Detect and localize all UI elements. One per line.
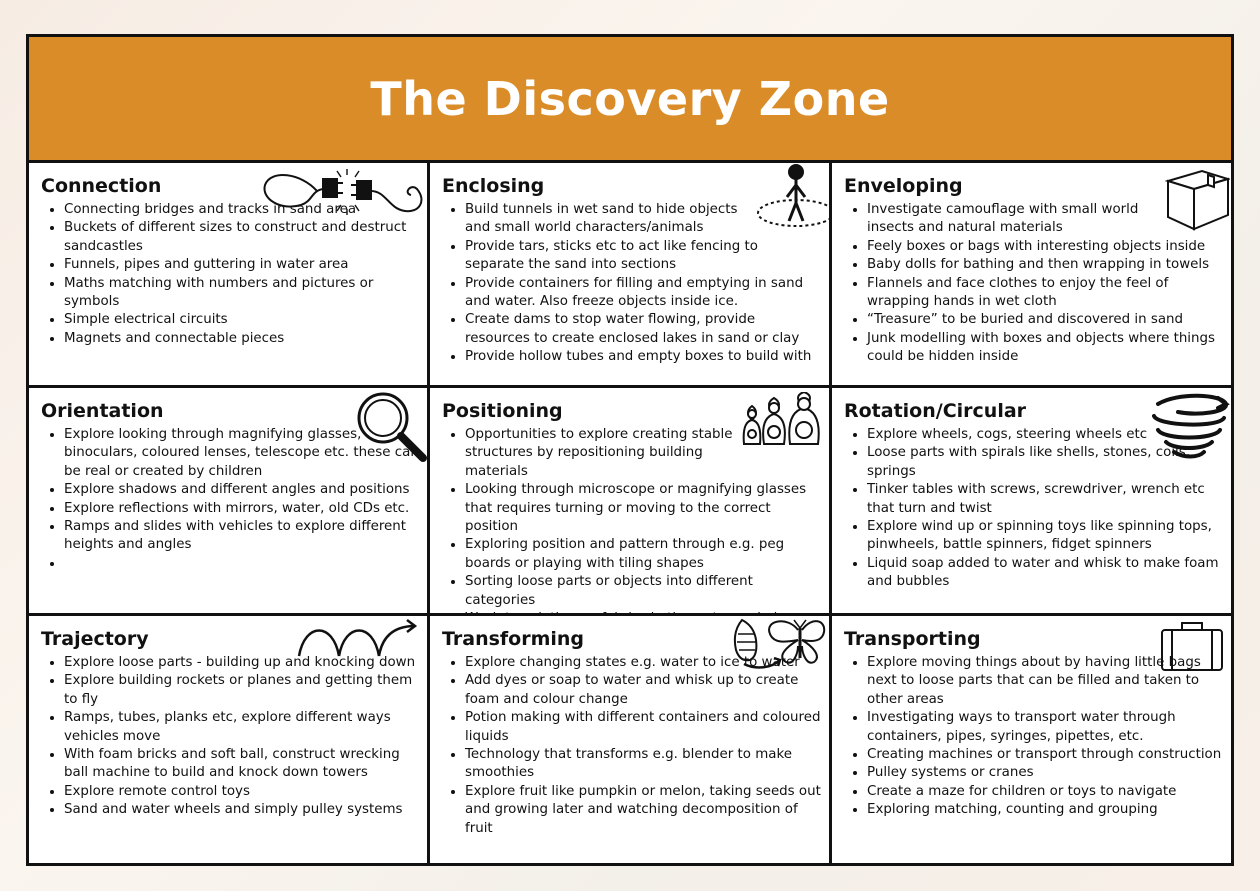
- section-heading: Orientation: [41, 400, 164, 422]
- list-item: • Explore remote control toys: [64, 783, 419, 801]
- section-heading: Positioning: [442, 400, 563, 422]
- activity-list: [844, 426, 1223, 592]
- list-item: • Liquid soap added to water and whisk to make foam and bubbles: [867, 555, 1223, 592]
- list-item: • Technology that transforms e.g. blender to make smoothies: [465, 746, 821, 783]
- list-item: • Baby dolls for bathing and then wrapping in towels: [867, 256, 1223, 274]
- list-item: • With foam bricks and soft ball, construct wrecking ball machine to build and knock down towers: [64, 746, 419, 783]
- section-heading: Rotation/Circular: [844, 400, 1027, 422]
- list-item: • Explore wheels, cogs, steering wheels etc: [867, 426, 1223, 444]
- section-heading: Transforming: [442, 628, 585, 650]
- list-item: • Provide tars, sticks etc to act like fencing to separate the sand into sections: [465, 238, 821, 275]
- list-item: • “Treasure” to be buried and discovered in sand: [867, 311, 1223, 329]
- list-item: • Explore changing states e.g. water to ice to water: [465, 654, 821, 672]
- list-item: • Explore moving things about by having little bags next to loose parts that can be filled and taken to other areas: [867, 654, 1223, 709]
- list-item: • Explore building rockets or planes and getting them to fly: [64, 672, 419, 709]
- activity-list: [41, 654, 419, 820]
- section-heading: Transporting: [844, 628, 981, 650]
- list-item: • Simple electrical circuits: [64, 311, 419, 329]
- list-item: • Exploring position and pattern through e.g. peg boards or playing with tiling shapes: [465, 536, 821, 573]
- discovery-zone-board: [26, 34, 1234, 866]
- list-item: • Create a maze for children or toys to navigate: [867, 783, 1223, 801]
- list-item: • Connecting bridges and tracks in sand area: [64, 201, 419, 219]
- title-banner: [29, 37, 1231, 163]
- list-item: • Ramps and slides with vehicles to explore different heights and angles: [64, 518, 419, 555]
- section-heading: Enclosing: [442, 175, 545, 197]
- list-item: • Buckets of different sizes to construct and destruct sandcastles: [64, 219, 419, 256]
- section-heading: Trajectory: [41, 628, 149, 650]
- list-item: • Sorting loose parts or objects into different categories: [465, 573, 821, 610]
- list-item: • Potion making with different containers and coloured liquids: [465, 709, 821, 746]
- activity-list: [844, 654, 1223, 820]
- list-item: [64, 555, 419, 573]
- section-enveloping: [832, 163, 1231, 388]
- list-item: • Explore fruit like pumpkin or melon, taking seeds out and growing later and watching decomposition of fruit: [465, 783, 821, 838]
- list-item: • Loose parts with spirals like shells, stones, coils, springs: [867, 444, 1223, 481]
- section-orientation: [29, 388, 430, 616]
- list-item: • Explore shadows and different angles and positions: [64, 481, 419, 499]
- activity-list: [442, 426, 821, 616]
- section-heading: Enveloping: [844, 175, 963, 197]
- list-item: • Creating machines or transport through construction: [867, 746, 1223, 764]
- section-rotation-circular: [832, 388, 1231, 616]
- list-item: • Provide containers for filling and emptying in sand and water. Also freeze objects inside ice.: [465, 275, 821, 312]
- list-item: • Add dyes or soap to water and whisk up to create foam and colour change: [465, 672, 821, 709]
- list-item: • Provide hollow tubes and empty boxes to build with: [465, 348, 821, 366]
- list-item: • Sand and water wheels and simply pulley systems: [64, 801, 419, 819]
- list-item: • Investigating ways to transport water through containers, pipes, syringes, pipettes, etc.: [867, 709, 1223, 746]
- list-item: • Junk modelling with boxes and objects where things could be hidden inside: [867, 330, 1223, 367]
- section-trajectory: [29, 616, 430, 863]
- page-title: The Discovery Zone: [370, 71, 890, 126]
- list-item: • Exploring matching, counting and grouping: [867, 801, 1223, 819]
- list-item: • Create dams to stop water flowing, provide resources to create enclosed lakes in sand or clay: [465, 311, 821, 348]
- list-item: • Maths matching with numbers and pictures or symbols: [64, 275, 419, 312]
- section-transporting: [832, 616, 1231, 863]
- list-item: • Explore wind up or spinning toys like spinning tops, pinwheels, battle spinners, fidget spinners: [867, 518, 1223, 555]
- list-item: • Explore loose parts - building up and knocking down: [64, 654, 419, 672]
- section-transforming: [430, 616, 832, 863]
- list-item: • Investigate camouflage with small world insects and natural materials: [867, 201, 1223, 238]
- section-heading: Connection: [41, 175, 162, 197]
- list-item: • Opportunities to explore creating stable structures by repositioning building materials: [465, 426, 821, 481]
- section-positioning: [430, 388, 832, 616]
- list-item: • Magnets and connectable pieces: [64, 330, 419, 348]
- activity-list: [844, 201, 1223, 367]
- list-item: • Tinker tables with screws, screwdriver, wrench etc that turn and twist: [867, 481, 1223, 518]
- list-item: • Funnels, pipes and guttering in water area: [64, 256, 419, 274]
- activity-list: [41, 426, 419, 573]
- section-enclosing: [430, 163, 832, 388]
- list-item: • Looking through microscope or magnifying glasses that requires turning or moving to the correct position: [465, 481, 821, 536]
- activity-list: [442, 201, 821, 367]
- list-item: • Explore looking through magnifying glasses, binoculars, coloured lenses, telescope etc. these can be real or created by children: [64, 426, 419, 481]
- activity-list: [41, 201, 419, 348]
- list-item: • Ramps, tubes, planks etc, explore different ways vehicles move: [64, 709, 419, 746]
- activity-list: [442, 654, 821, 838]
- list-item: • Feely boxes or bags with interesting objects inside: [867, 238, 1223, 256]
- schema-grid: [29, 163, 1231, 863]
- list-item: • Explore reflections with mirrors, water, old CDs etc.: [64, 500, 419, 518]
- list-item: • Pulley systems or cranes: [867, 764, 1223, 782]
- list-item: • Build tunnels in wet sand to hide objects and small world characters/animals: [465, 201, 821, 238]
- section-connection: [29, 163, 430, 388]
- list-item: • Flannels and face clothes to enjoy the feel of wrapping hands in wet cloth: [867, 275, 1223, 312]
